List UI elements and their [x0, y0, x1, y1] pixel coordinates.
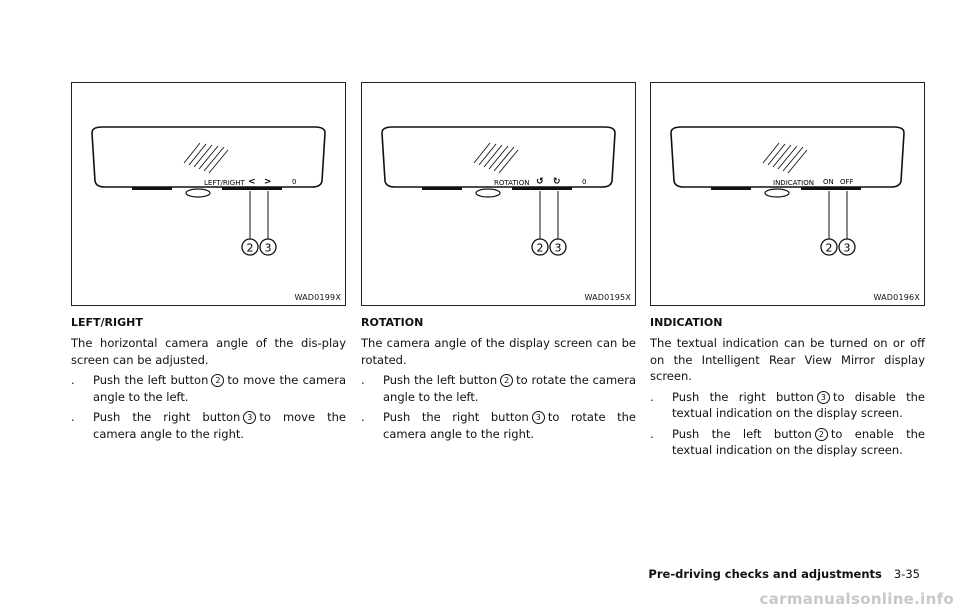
- callout-2: 2: [825, 241, 833, 255]
- bullet-item: [361, 372, 636, 405]
- figure-code: WAD0195X: [584, 293, 631, 302]
- callout-3: 3: [264, 241, 272, 255]
- button-2-glyph: <: [248, 177, 256, 187]
- callout-icon: 2: [500, 374, 513, 387]
- callout-icon: 3: [243, 411, 256, 424]
- figure-code: WAD0196X: [873, 293, 920, 302]
- bullet-text: Push the right button: [93, 410, 241, 424]
- section-paragraph: The horizontal camera angle of the dis-play screen can be adjusted.: [71, 336, 346, 367]
- mirror-illustration: [362, 83, 635, 305]
- column-left-right: [71, 82, 346, 442]
- bullet-text: Push the left button: [93, 373, 209, 387]
- bullet-item: [71, 372, 346, 405]
- callout-2: 2: [246, 241, 254, 255]
- bullet-text: Push the right button: [672, 389, 814, 404]
- bullet-item: [650, 389, 925, 422]
- callout-3: 3: [843, 241, 851, 255]
- column-indication: [650, 82, 925, 459]
- callout-icon: 2: [211, 374, 224, 387]
- bullet-text: to enable the textual indication on the display screen.: [672, 426, 926, 457]
- section-heading: LEFT/RIGHT: [71, 316, 143, 329]
- section-heading: ROTATION: [361, 316, 424, 329]
- bullet-list: [650, 389, 925, 459]
- bullet-text: to rotate the camera angle to the left.: [383, 373, 636, 404]
- figure-indication: [650, 82, 925, 306]
- bullet-item: [361, 409, 636, 442]
- page-number: 3-35: [893, 567, 920, 581]
- callout-icon: 3: [817, 391, 830, 404]
- button-3-glyph: ↻: [553, 177, 561, 187]
- bullet-item: [71, 409, 346, 442]
- mirror-illustration: [72, 83, 345, 305]
- button-3-glyph: >: [264, 177, 272, 187]
- bullet-item: [650, 426, 925, 459]
- bullet-list: [361, 372, 636, 442]
- callout-icon: 2: [815, 428, 828, 441]
- callout-2: 2: [536, 241, 544, 255]
- bullet-text: to move the camera angle to the left.: [93, 373, 346, 404]
- footer-title: Pre-driving checks and adjustments: [648, 567, 882, 581]
- button-2-glyph: ↺: [536, 177, 544, 187]
- bullet-list: [71, 372, 346, 442]
- figure-left-right: [71, 82, 346, 306]
- end-glyph: 0: [292, 178, 297, 186]
- bullet-text: Push the left button: [383, 373, 498, 387]
- mirror-label: INDICATION: [773, 179, 814, 187]
- button-3-glyph: OFF: [840, 178, 854, 186]
- bullet-text: to rotate the camera angle to the right.: [383, 410, 636, 441]
- section-heading: INDICATION: [650, 316, 723, 329]
- column-rotation: [361, 82, 636, 442]
- end-glyph: 0: [582, 178, 587, 186]
- bullet-mark: .: [650, 389, 654, 404]
- bullet-mark: .: [361, 373, 365, 387]
- bullet-text: Push the right button: [383, 410, 529, 424]
- callout-icon: 3: [532, 411, 545, 424]
- bullet-text: to disable the textual indication on the display screen.: [672, 389, 925, 420]
- section-paragraph: The camera angle of the display screen can be rotated.: [361, 336, 636, 367]
- bullet-text: to move the camera angle to the right.: [93, 410, 346, 441]
- page-footer: [648, 567, 920, 581]
- callout-3: 3: [554, 241, 562, 255]
- button-2-glyph: ON: [823, 178, 834, 186]
- watermark: carmanualsonline.info: [759, 590, 954, 608]
- figure-code: WAD0199X: [294, 293, 341, 302]
- mirror-label: LEFT/RIGHT: [204, 179, 245, 187]
- mirror-label: ROTATION: [494, 179, 530, 187]
- bullet-text: Push the left button: [672, 426, 812, 441]
- bullet-mark: .: [650, 426, 654, 441]
- bullet-mark: .: [361, 410, 365, 424]
- section-paragraph: The textual indication can be turned on or off on the Intelligent Rear View Mirror display screen.: [650, 336, 925, 383]
- mirror-illustration: [651, 83, 924, 305]
- figure-rotation: [361, 82, 636, 306]
- bullet-mark: .: [71, 410, 75, 424]
- bullet-mark: .: [71, 373, 75, 387]
